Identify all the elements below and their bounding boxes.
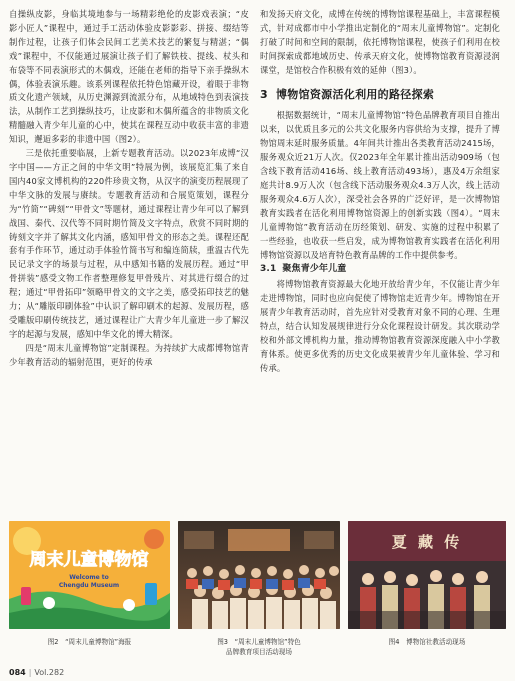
event-banner: 夏 藏 传 (391, 533, 463, 551)
figure-caption: 图4 博物馆社教活动现场 (388, 638, 466, 646)
left-column (9, 8, 249, 370)
body-paragraph: 自操纵皮影，身临其境地参与一场精彩绝伦的皮影戏表演；“皮影小匠人”课程中，通过手工活动体验皮影影彩、拼接、缀结等制作过程，让孩子们体会民间工艺美术技艺的繁复与精湛；“偶戏”课程中，不仅能通过展演让孩子们了解铁枝、提线、杖头和布袋等不同表演形式的木偶戏，还能在老师的指导下亲手操纵木偶，体验表演乐趣。该系列课程依托特色馆藏开设，着眼于非物质文化遗产领域，从历史渊源到流派分布，从地域特色到表演技法，从制作工艺到操纵技巧，让皮影和木偶所蕴含的非物质文化精髓融入青少年儿童的心中，使其在课程互动中收获丰富的非遗知识，邂逅多彩的非遗中国（图2）。 (9, 9, 249, 145)
body-paragraph: 根据数据统计，“周末儿童博物馆”特色品牌教育项目自推出以来，以优质且多元的公共文化服务内容供给为支撑，提升了博物馆周末延时服务质量。4年间共计推出各类教育活动2415场，服务观众近21万人次。仅2023年全年累计推出活动909场（包含线下教育活动416场、线上教育活动493场），惠及4万余组家庭共计8.9万人次（包含线下活动服务观众4.3万人次，线上活动服务观众4.6万人次），深受社会各界的广泛好评，是一次博物馆教育实践者在活化利用博物馆资源上的创新实践（图4）。“周末儿童博物馆”教育活动在历经策划、研发、实施的过程中积累了一些经验，也收获一些启发，成为博物馆教育实践者在活化利用博物馆资源以及培育特色教育品牌的工作中提供参考。 (260, 110, 500, 260)
figure-caption-line: 品牌教育项目活动现场 (226, 647, 292, 656)
figure-caption-line: 图3 “周末儿童博物馆”特色 (217, 638, 301, 646)
event-photo-illustration (348, 521, 506, 629)
figure-row (9, 521, 506, 629)
subsection-title: 聚焦青少年儿童 (282, 264, 347, 275)
poster-subtitle-1: Welcome to (69, 574, 109, 581)
volume-label: Vol.282 (34, 668, 65, 677)
event-photo (348, 521, 506, 629)
body-paragraph: 三是依托重要临展，上新专题教育活动。以2023年成博“汉字中国——方正之间的中华文明”特展为例，该展览汇集了来自国内40家文博机构的220件珍贵文物，从汉字的演变历程展现了中华文脉的发展与赓续。专题教育活动和合展览策划，课程分为“竹简”“碑刻”“甲骨文”等题材，通过课程让青少年可以了解到战国、秦代、汉代等不同时期竹简及文字特点，欣赏不同时期的铸刻文字并了解其文化内涵，感知甲骨文的形态之美。课程还配套有手作环节，通过动手体验竹简书写和编连简牍，重温古代先民记录文字的场景与过程，从中感知书籍的发展历程。通过“甲骨拼装”感受文物工作者整理修复甲骨残片、对其进行缀合的过程；通过“甲骨拓印”领略甲骨文的文字之美，感受拓印技艺的魅力；从“雕版印刷体验”中认识了解印刷术的起源、发展历程，感受雕版印刷传统技艺，通过课程让广大青少年儿童进一步了解汉字的起源与发展，感知中华文化的博大精深。 (9, 148, 249, 339)
page-footer (9, 668, 64, 677)
section-title: 博物馆资源活化利用的路径探索 (275, 87, 435, 101)
section-heading (260, 88, 500, 102)
subsection-number: 3.1 (260, 264, 277, 275)
activity-photo-illustration (178, 521, 340, 629)
figure-caption (178, 638, 340, 657)
body-paragraph: 和发扬天府文化，成博在传统的博物馆课程基础上，丰富课程模式，针对成都市中小学推出定制化的“周末儿童博物馆”。定制化打破了时间和空间的限制，依托博物馆课程，使孩子们利用在校时间探索成都地域历史、传承天府文化，使博物馆教育资源浸润课堂，是馆校合作积极有效的延伸（图3）。 (260, 9, 500, 75)
poster-image (9, 521, 170, 629)
figure-caption: 图2 “周末儿童博物馆”海报 (47, 638, 132, 646)
page-number: 084 (9, 668, 26, 677)
poster-subtitle-2: Chengdu Museum (58, 582, 120, 589)
poster-title: 周末儿童博物馆 (29, 550, 149, 570)
body-paragraph: 四是“周末儿童博物馆”定制课程。为持续扩大成都博物馆青少年教育活动的辐射范围，更好的传承 (9, 342, 249, 367)
subsection-heading (260, 263, 500, 277)
body-paragraph: 将博物馆教育资源最大化地开放给青少年，不仅能让青少年走进博物馆，同时也应向促使了博物馆走近青少年。博物馆在开展青少年教育活动时，首先应针对受教育对象不同的心理、生理特点，结合认知发展规律进行分众化课程设计研发。其次联动学校和外部文博机构力量，推动博物馆教育资源深度融入中小学教育体系。使更多优秀的历史文化成果被青少年儿童体验、学习和传承。 (260, 279, 500, 373)
poster-illustration (9, 521, 170, 629)
footer-separator: | (28, 668, 32, 677)
activity-photo (178, 521, 340, 629)
right-column (260, 8, 500, 376)
section-number: 3 (260, 87, 268, 101)
